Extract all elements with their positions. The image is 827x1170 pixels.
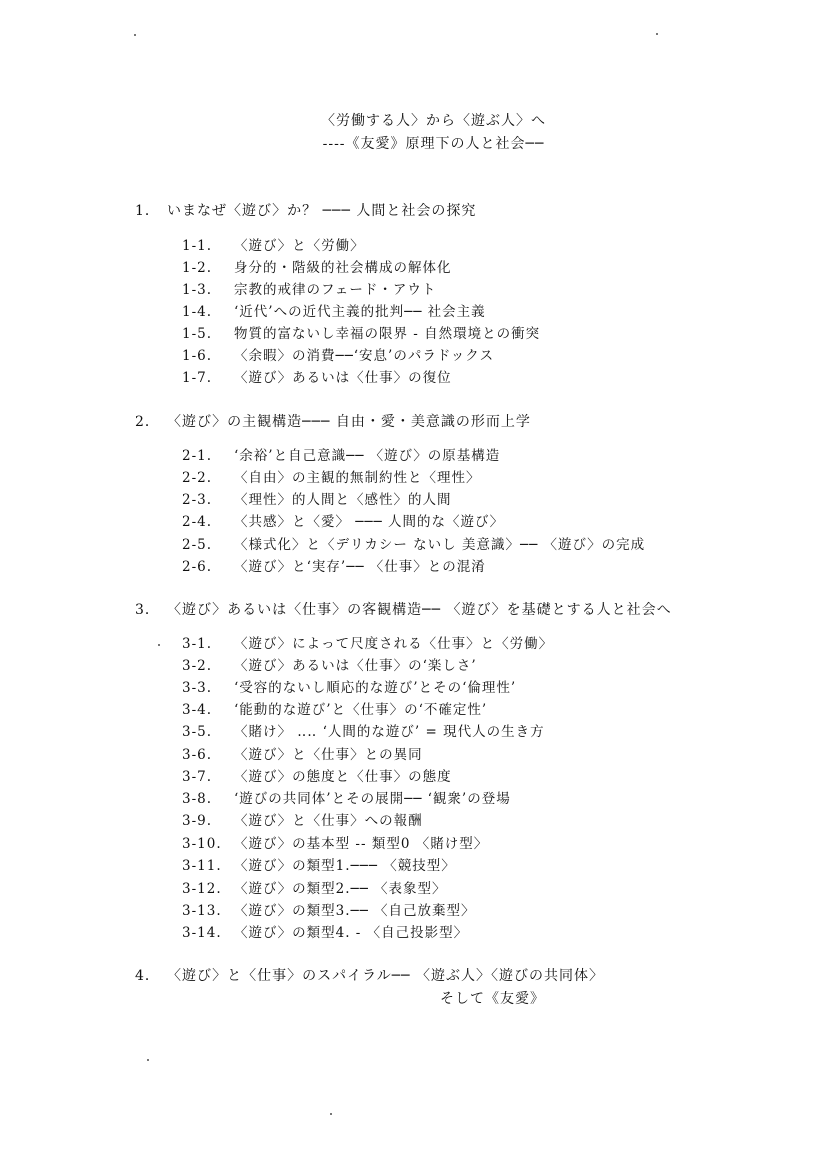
- item-text: 〈遊び〉の類型3.── 〈自己放棄型〉: [234, 903, 476, 919]
- section-title: いまなぜ〈遊び〉か？ ─── 人間と社会の探究: [167, 203, 477, 219]
- item-number: 3-5.: [182, 724, 213, 740]
- list-item: [182, 743, 423, 763]
- list-item: [182, 854, 456, 874]
- item-text: 〈自由〉の主観的無制約性と〈理性〉: [234, 470, 481, 486]
- list-item: [182, 234, 365, 254]
- item-text: 〈遊び〉と〈仕事〉への報酬: [234, 813, 423, 829]
- scan-speck: [158, 644, 160, 646]
- item-text: 〈遊び〉の類型2.── 〈表象型〉: [234, 881, 447, 897]
- item-number: 3-7.: [182, 769, 213, 785]
- list-item: [182, 300, 486, 320]
- section-heading: [135, 200, 476, 220]
- item-number: 1-7.: [182, 370, 213, 386]
- list-item: [182, 488, 452, 508]
- item-text: ‘受容的ないし順応的な遊び’とその‘倫理性’: [234, 680, 517, 696]
- item-number: 3-10.: [182, 836, 222, 852]
- item-number: 3-14.: [182, 925, 222, 941]
- section-title: 〈遊び〉と〈仕事〉のスパイラル── 〈遊ぶ人〉〈遊びの共同体〉: [167, 968, 605, 984]
- item-text: 〈遊び〉あるいは〈仕事〉の復位: [234, 370, 452, 386]
- list-item: [182, 366, 452, 386]
- item-number: 2-1.: [182, 448, 213, 464]
- item-text: ‘余裕’と自己意識── 〈遊び〉の原基構造: [234, 448, 501, 464]
- item-number: 3-4.: [182, 702, 213, 718]
- list-item: [182, 632, 553, 652]
- list-item: [182, 466, 481, 486]
- item-number: 3-6.: [182, 747, 213, 763]
- item-text: 〈遊び〉の類型1.─── 〈競技型〉: [234, 858, 456, 874]
- item-text: 〈遊び〉の類型4. - 〈自己投影型〉: [234, 925, 469, 941]
- item-number: 3-8.: [182, 791, 213, 807]
- item-number: 2-4.: [182, 514, 213, 530]
- list-item: [182, 877, 447, 897]
- section-title: 〈遊び〉の主観構造─── 自由・愛・美意識の形而上学: [167, 414, 531, 430]
- list-item: [182, 809, 423, 829]
- item-number: 1-6.: [182, 348, 213, 364]
- document-title: 〈労働する人〉から〈遊ぶ人〉へ: [321, 113, 546, 129]
- item-text: 宗教的戒律のフェード・アウト: [234, 282, 437, 298]
- item-number: 2-2.: [182, 470, 213, 486]
- list-item: [182, 256, 452, 276]
- list-item: [182, 278, 436, 298]
- section-heading: [135, 411, 531, 431]
- item-text: 〈遊び〉と〈労働〉: [234, 238, 365, 254]
- section-number: 1．: [135, 203, 160, 219]
- item-number: 3-1.: [182, 636, 213, 652]
- item-text: 〈理性〉的人間と〈感性〉的人間: [234, 492, 452, 508]
- item-number: 1-2.: [182, 260, 213, 276]
- scan-speck: [656, 33, 658, 35]
- item-text: ‘近代’への近代主義的批判── 社会主義: [234, 304, 486, 320]
- list-item: [182, 654, 477, 674]
- list-item: [182, 765, 452, 785]
- list-item: [182, 510, 504, 530]
- item-text: 〈遊び〉と‘実存’── 〈仕事〉との混淆: [234, 559, 486, 575]
- item-text: 〈遊び〉の態度と〈仕事〉の態度: [234, 769, 452, 785]
- list-item: [182, 720, 545, 740]
- list-item: [182, 344, 494, 364]
- scan-speck: [147, 1059, 149, 1061]
- list-item: [182, 444, 500, 464]
- item-number: 2-5.: [182, 537, 213, 553]
- item-text: ‘能動的な遊び’と〈仕事〉の‘不確定性’: [234, 702, 488, 718]
- section-heading: [135, 599, 672, 619]
- list-item: [182, 787, 511, 807]
- item-text: 〈余暇〉の消費──‘安息’のパラドックス: [234, 348, 495, 364]
- item-number: 3-9.: [182, 813, 213, 829]
- item-text: 〈遊び〉あるいは〈仕事〉の‘楽しさ’: [234, 658, 477, 674]
- section-title: 〈遊び〉あるいは〈仕事〉の客観構造── 〈遊び〉を基礎とする人と社会へ: [167, 602, 672, 618]
- list-item: [182, 555, 486, 575]
- item-text: 〈遊び〉によって尺度される〈仕事〉と〈労働〉: [234, 636, 554, 652]
- list-item: [182, 698, 487, 718]
- item-text: 〈遊び〉の基本型 -- 類型0 〈賭け型〉: [234, 836, 489, 852]
- list-item: [182, 676, 516, 696]
- document-subtitle: ----《友愛》原理下の人と社会──: [322, 136, 545, 152]
- section-number: 2．: [135, 414, 160, 430]
- item-text: 〈共感〉と〈愛〉 ─── 人間的な〈遊び〉: [234, 514, 505, 530]
- scan-speck: [134, 34, 136, 36]
- item-number: 3-11.: [182, 858, 222, 874]
- item-number: 1-5.: [182, 326, 213, 342]
- item-text: 〈様式化〉と〈デリカシー ないし 美意識〉── 〈遊び〉の完成: [234, 537, 646, 553]
- item-number: 1-3.: [182, 282, 213, 298]
- item-number: 2-6.: [182, 559, 213, 575]
- item-number: 1-4.: [182, 304, 213, 320]
- list-item: [182, 533, 645, 553]
- item-text: ‘遊びの共同体’とその展開── ‘観衆’の登場: [234, 791, 511, 807]
- list-item: [182, 322, 540, 342]
- item-number: 3-13.: [182, 903, 222, 919]
- section-heading: [135, 965, 604, 985]
- section-number: 3．: [135, 602, 160, 618]
- section-heading-continuation: そして《友愛》: [440, 991, 545, 1007]
- item-number: 3-2.: [182, 658, 213, 674]
- item-number: 1-1.: [182, 238, 213, 254]
- item-text: 身分的・階級的社会構成の解体化: [234, 260, 452, 276]
- item-number: 3-3.: [182, 680, 213, 696]
- section-number: 4．: [135, 968, 160, 984]
- item-number: 3-12.: [182, 881, 222, 897]
- list-item: [182, 921, 468, 941]
- list-item: [182, 899, 476, 919]
- item-text: 物質的富ないし幸福の限界 - 自然環境との衝突: [234, 326, 541, 342]
- list-item: [182, 832, 488, 852]
- scan-speck: [330, 1113, 332, 1115]
- item-text: 〈遊び〉と〈仕事〉との異同: [234, 747, 423, 763]
- item-number: 2-3.: [182, 492, 213, 508]
- item-text: 〈賭け〉 ‥‥ ‘人間的な遊び’ = 現代人の生き方: [234, 724, 545, 740]
